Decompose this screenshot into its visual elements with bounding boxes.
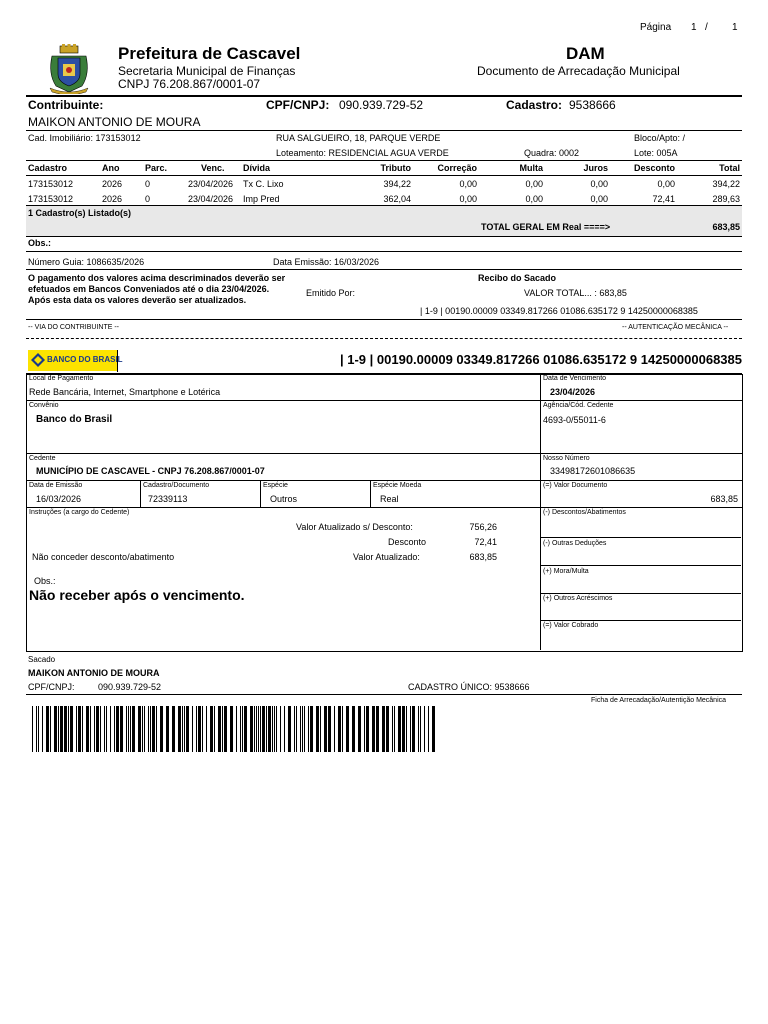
col-ano: Ano (102, 163, 120, 173)
quadra: Quadra: 0002 (524, 148, 580, 158)
sacado-cpf-label: CPF/CNPJ: (28, 682, 75, 692)
page-total: 1 (732, 22, 738, 33)
barcode-bar (192, 706, 193, 752)
boleto-frame (26, 374, 743, 652)
table-row-cell: 0,00 (459, 179, 477, 189)
table-row-cell: Tx C. Lixo (243, 179, 284, 189)
barcode-bar (100, 706, 101, 752)
barcode-bar (406, 706, 407, 752)
barcode-bar (210, 706, 213, 752)
col-juros: Juros (583, 163, 608, 173)
barcode-bar (372, 706, 375, 752)
valor-documento-value: 683,85 (710, 494, 738, 504)
cadastro-value: 9538666 (569, 98, 616, 112)
especie-label: Espécie (263, 482, 288, 489)
barcode-bar (182, 706, 183, 752)
barcode-bar (276, 706, 277, 752)
barcode-bar (110, 706, 111, 752)
barcode-bar (402, 706, 405, 752)
obs-label: Obs.: (28, 238, 52, 248)
barcode-bar (328, 706, 331, 752)
valor-total: VALOR TOTAL... : 683,85 (524, 288, 627, 298)
emissao-value: 16/03/2026 (36, 494, 82, 504)
city-cnpj: CNPJ 76.208.867/0001-07 (118, 77, 261, 91)
desconto-label: Desconto (388, 537, 427, 547)
table-row-cell: 23/04/2026 (188, 179, 234, 189)
especie-moeda-label: Espécie Moeda (373, 482, 422, 489)
barcode-bar (258, 706, 259, 752)
table-row-cell: 23/04/2026 (188, 194, 234, 204)
barcode-bar (76, 706, 77, 752)
col-multa: Multa (519, 163, 543, 173)
barcode-bar (218, 706, 221, 752)
linha-digitavel: | 1-9 | 00190.00009 03349.817266 01086.635172 9 14250000068385 (340, 352, 742, 367)
barcode-bar (410, 706, 411, 752)
listed-count: 1 Cadastro(s) Listado(s) (28, 208, 132, 218)
barcode-bar (70, 706, 73, 752)
barcode-bar (206, 706, 207, 752)
barcode-bar (334, 706, 335, 752)
col-desconto: Desconto (633, 163, 675, 173)
barcode-bar (256, 706, 257, 752)
barcode-bar (250, 706, 253, 752)
barcode-bar (198, 706, 201, 752)
page-current: 1 (691, 22, 697, 33)
valor-atualizado-label: Valor Atualizado: (353, 552, 420, 562)
barcode-bar (320, 706, 321, 752)
barcode-bar (54, 706, 57, 752)
barcode-bar (230, 706, 233, 752)
barcode-bar (214, 706, 215, 752)
barcode-bar (132, 706, 135, 752)
payment-notice: O pagamento dos valores acima descriminados deverão ser efetuados em Bancos Conveniados até o dia 23/04/2026. Após esta data os valores deverão ser atualizados. (28, 273, 286, 305)
barcode-bar (116, 706, 119, 752)
recibo-linha-digitavel: | 1-9 | 00190.00009 03349.817266 01086.635172 9 14250000068385 (420, 306, 698, 316)
barcode-bar (268, 706, 271, 752)
especie-value: Outros (270, 494, 298, 504)
bloco-apto: Bloco/Apto: / (634, 133, 686, 143)
cad-doc-label: Cadastro/Documento (143, 482, 210, 489)
barcode-bar (90, 706, 91, 752)
barcode-bar (148, 706, 149, 752)
col-divida: Dívida (243, 163, 271, 173)
barcode-bar (38, 706, 39, 752)
barcode-bar (42, 706, 43, 752)
barcode-bar (376, 706, 379, 752)
barcode-bar (296, 706, 297, 752)
cadastro-unico: CADASTRO ÚNICO: 9538666 (408, 682, 530, 692)
barcode-bar (420, 706, 421, 752)
numero-guia: Número Guia: 1086635/2026 (28, 257, 145, 267)
table-row-cell: 72,41 (652, 194, 675, 204)
barcode-bar (78, 706, 81, 752)
emitido-por: Emitido Por: (306, 288, 356, 298)
barcode-bar (152, 706, 155, 752)
barcode-bar (120, 706, 123, 752)
table-row-cell: 0,00 (590, 179, 608, 189)
barcode-bar (114, 706, 115, 752)
boleto-obs-label: Obs.: (34, 576, 56, 586)
sacado-cpf-value: 090.939.729-52 (98, 682, 162, 692)
cpf-value: 090.939.729-52 (339, 98, 424, 112)
table-row-cell: 2026 (102, 194, 123, 204)
local-pagamento-value: Rede Bancária, Internet, Smartphone e Lotérica (29, 387, 221, 397)
barcode-bar (386, 706, 389, 752)
col-total: Total (719, 163, 740, 173)
barcode-bar (316, 706, 319, 752)
valor-cobrado-label: (=) Valor Cobrado (543, 622, 599, 629)
barcode-bar (382, 706, 385, 752)
bank-name: BANCO DO BRASIL (47, 355, 123, 364)
barcode-bar (244, 706, 247, 752)
instrucoes-label: Instruções (a cargo do Cedente) (29, 509, 130, 516)
barcode-bar (104, 706, 105, 752)
agencia-value: 4693-0/55011-6 (543, 415, 606, 425)
desconto-value: 72,41 (474, 537, 497, 547)
table-row-cell: 0,00 (459, 194, 477, 204)
taxpayer-name: MAIKON ANTONIO DE MOURA (28, 115, 201, 129)
barcode-bar (128, 706, 129, 752)
barcode-bar (166, 706, 169, 752)
lote: Lote: 005A (634, 148, 678, 158)
table-row-cell: 394,22 (383, 179, 411, 189)
loteamento: Loteamento: RESIDENCIAL AGUA VERDE (276, 148, 449, 158)
doc-subtitle: Documento de Arrecadação Municipal (477, 64, 680, 78)
cpf-label: CPF/CNPJ: (266, 98, 330, 112)
barcode-bar (68, 706, 69, 752)
outras-deducoes-label: (-) Outras Deduções (543, 540, 607, 547)
barcode-bar (304, 706, 305, 752)
total-geral-value: 683,85 (712, 222, 740, 232)
nosso-numero-value: 33498172601086635 (550, 466, 636, 476)
barcode-bar (106, 706, 107, 752)
outros-acrescimos-label: (+) Outros Acréscimos (543, 595, 613, 602)
nosso-numero-label: Nosso Número (543, 455, 590, 462)
barcode-bar (96, 706, 99, 752)
barcode-bar (398, 706, 401, 752)
table-row-cell: 394,22 (712, 179, 740, 189)
barcode-bar (288, 706, 291, 752)
barcode-bar (412, 706, 415, 752)
cad-imobiliario: Cad. Imobiliário: 173153012 (28, 133, 141, 143)
barcode-bar (294, 706, 295, 752)
barcode-bar (236, 706, 237, 752)
barcode-bar (46, 706, 49, 752)
table-row-cell: 2026 (102, 179, 123, 189)
barcode-bar (144, 706, 145, 752)
page-separator: / (705, 22, 708, 33)
nao-receber-apos: Não receber após o vencimento. (29, 587, 245, 603)
barcode-bar (126, 706, 127, 752)
contribuinte-label: Contribuinte: (28, 98, 104, 112)
barcode-bar (36, 706, 37, 752)
city-coat-of-arms-logo (46, 44, 92, 94)
valor-atualizado-desc-value: 756,26 (469, 522, 497, 532)
barcode-bar (94, 706, 95, 752)
doc-title: DAM (566, 44, 605, 63)
barcode-bar (224, 706, 227, 752)
barcode-bar (58, 706, 59, 752)
barcode-bar (64, 706, 67, 752)
valor-atualizado-value: 683,85 (469, 552, 497, 562)
total-geral-label: TOTAL GERAL EM Real ====> (481, 222, 611, 232)
col-parc: Parc. (145, 163, 168, 173)
table-row-cell: 0,00 (657, 179, 675, 189)
convenio-value: Banco do Brasil (36, 414, 113, 425)
barcode-bar (222, 706, 223, 752)
barcode-bar (138, 706, 141, 752)
table-row-cell: 289,63 (712, 194, 740, 204)
mora-multa-label: (+) Mora/Multa (543, 568, 589, 575)
barcode-bar (308, 706, 309, 752)
barcode-bar (240, 706, 241, 752)
barcode-bar (352, 706, 355, 752)
barcode-bar (302, 706, 303, 752)
barcode-bar (300, 706, 301, 752)
table-row-cell: 0,00 (525, 179, 543, 189)
barcode-bar (172, 706, 175, 752)
barcode-bar (160, 706, 163, 752)
barcode-bar (274, 706, 275, 752)
data-emissao: Data Emissão: 16/03/2026 (273, 257, 380, 267)
banco-do-brasil-logo (28, 350, 123, 371)
especie-moeda-value: Real (380, 494, 399, 504)
sacado-label: Sacado (28, 655, 56, 664)
barcode-bar (342, 706, 343, 752)
city-title: Prefeitura de Cascavel (118, 44, 301, 63)
ficha-arrecadacao: Ficha de Arrecadação/Autentição Mecânica (591, 697, 727, 704)
barcode-bar (242, 706, 243, 752)
barcode-bar (392, 706, 393, 752)
sacado-name: MAIKON ANTONIO DE MOURA (28, 668, 160, 678)
recibo-title: Recibo do Sacado (478, 273, 557, 283)
table-row-cell: 0 (145, 179, 151, 189)
address: RUA SALGUEIRO, 18, PARQUE VERDE (276, 133, 441, 143)
cedente-label: Cedente (29, 455, 56, 462)
barcode-bar (262, 706, 265, 752)
barcode-bar (142, 706, 143, 752)
barcode-bar (272, 706, 273, 752)
col-tributo: Tributo (380, 163, 411, 173)
convenio-label: Convênio (29, 402, 59, 409)
table-row-cell: 173153012 (28, 179, 74, 189)
barcode-bar (358, 706, 361, 752)
vencimento-value: 23/04/2026 (550, 387, 596, 397)
barcode-bar (428, 706, 429, 752)
barcode-bar (254, 706, 255, 752)
barcode-bar (178, 706, 181, 752)
table-row-cell: 362,04 (383, 194, 411, 204)
barcode-bar (186, 706, 189, 752)
local-pagamento-label: Local de Pagamento (29, 375, 94, 382)
barcode-bar (196, 706, 197, 752)
barcode-bar (364, 706, 365, 752)
barcode-bar (156, 706, 157, 752)
col-correcao: Correção (437, 163, 477, 173)
barcode-bar (150, 706, 151, 752)
barcode-bar (346, 706, 349, 752)
barcode-bar (32, 706, 33, 752)
emissao-label: Data de Emissão (29, 482, 83, 489)
via-contribuinte: -- VIA DO CONTRIBUINTE -- (28, 324, 119, 331)
table-row-cell: 0,00 (590, 194, 608, 204)
barcode-bar (82, 706, 83, 752)
barcode (32, 706, 436, 752)
barcode-bar (310, 706, 313, 752)
department-name: Secretaria Municipal de Finanças (118, 64, 296, 78)
col-cadastro: Cadastro (28, 163, 68, 173)
cad-doc-value: 72339113 (148, 494, 188, 504)
barcode-bar (86, 706, 89, 752)
barcode-bar (418, 706, 419, 752)
vencimento-label: Data de Vencimento (543, 375, 607, 382)
barcode-bar (202, 706, 203, 752)
table-row-cell: Imp Pred (243, 194, 280, 204)
barcode-bar (432, 706, 435, 752)
barcode-bar (338, 706, 341, 752)
cedente-value: MUNICÍPIO DE CASCAVEL - CNPJ 76.208.867/0001-07 (36, 466, 265, 476)
valor-documento-label: (=) Valor Documento (543, 482, 608, 489)
barcode-bar (394, 706, 395, 752)
nao-conceder-desconto: Não conceder desconto/abatimento (32, 552, 175, 562)
barcode-bar (60, 706, 63, 752)
barcode-bar (260, 706, 261, 752)
totals-band (26, 205, 742, 237)
barcode-bar (284, 706, 285, 752)
barcode-bar (424, 706, 425, 752)
cadastro-label: Cadastro: (506, 98, 563, 112)
table-row-cell: 173153012 (28, 194, 74, 204)
valor-atualizado-desc-label: Valor Atualizado s/ Desconto: (296, 522, 413, 532)
barcode-bar (130, 706, 131, 752)
barcode-bar (50, 706, 51, 752)
table-row-cell: 0,00 (525, 194, 543, 204)
table-row-cell: 0 (145, 194, 151, 204)
descontos-abatimentos-label: (-) Descontos/Abatimentos (543, 509, 626, 516)
barcode-bar (366, 706, 369, 752)
barcode-bar (324, 706, 327, 752)
barcode-bar (184, 706, 185, 752)
page-label: Página (640, 22, 672, 33)
agencia-label: Agência/Cód. Cedente (543, 402, 614, 409)
col-venc: Venc. (201, 163, 225, 173)
barcode-bar (280, 706, 281, 752)
barcode-bar (266, 706, 267, 752)
autenticacao-mecanica: -- AUTENTICAÇÃO MECÂNICA -- (622, 324, 729, 331)
